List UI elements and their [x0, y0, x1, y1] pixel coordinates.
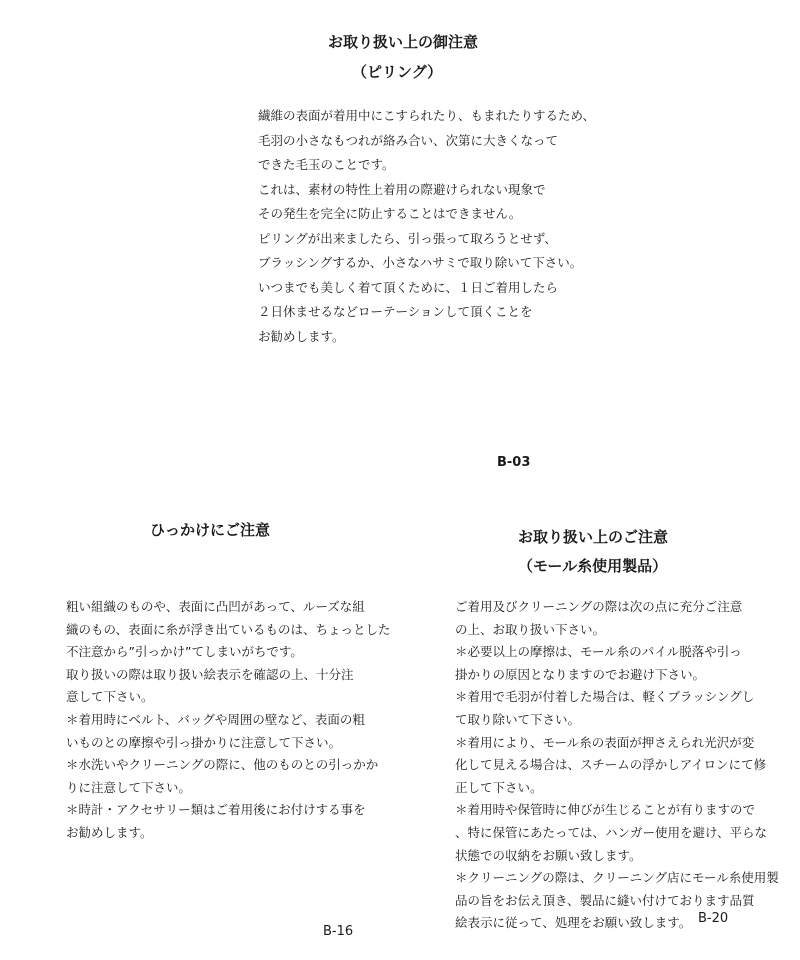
- mole-body: [455, 596, 779, 935]
- text-line: ご着用及びクリーニングの際は次の点に充分ご注意: [455, 599, 743, 614]
- pilling-body: [258, 104, 595, 349]
- text-line: 品の旨をお伝え頂き、製品に縫い付けております品質: [455, 892, 755, 908]
- text-line: りに注意して下さい。: [66, 779, 192, 795]
- text-line: これは、素材の特性上着用の際避けられない現象で: [258, 181, 546, 197]
- text-line: 状態での収納をお願い致します。: [455, 847, 642, 863]
- text-line: 毛羽の小さなもつれが絡み合い、次第に大きくなって: [258, 132, 559, 148]
- text-line: お勧めします。: [66, 824, 153, 840]
- snag-body: [66, 596, 391, 845]
- text-line: お勧めします。: [258, 328, 345, 344]
- text-line: 繊維の表面が着用中にこすられたり、もまれたりするため、: [258, 108, 596, 123]
- mole-subtitle: （モール糸使用製品）: [518, 557, 668, 575]
- text-line: ブラッシングするか、小さなハサミで取り除いて下さい。: [258, 255, 583, 270]
- text-line: ＊水洗いやクリーニングの際に、他のものとの引っかか: [66, 757, 379, 773]
- text-line: ＊着用で毛羽が付着した場合は、軽くブラッシングし: [455, 689, 755, 705]
- text-line: 絵表示に従って、処理をお願い致します。: [455, 915, 692, 931]
- text-line: 掛かりの原因となりますのでお避け下さい。: [455, 666, 706, 682]
- snag-code: B-16: [323, 924, 354, 939]
- text-line: ＊クリーニングの際は、クリーニング店にモール糸使用製: [455, 870, 779, 886]
- text-line: できた毛玉のことです。: [258, 157, 395, 172]
- pilling-code: B-03: [497, 455, 531, 470]
- text-line: ＊必要以上の摩擦は、モール糸のパイル脱落や引っ: [455, 644, 742, 660]
- mole-title: お取り扱い上のご注意: [518, 528, 669, 546]
- text-line: ＊着用時や保管時に伸びが生じることが有りますので: [455, 802, 756, 818]
- text-line: 化して見える場合は、スチームの浮かしアイロンにて修: [455, 757, 767, 773]
- text-line: 不注意から”引っかけ”てしまいがちです。: [66, 644, 303, 660]
- text-line: ピリングが出来ましたら、引っ張って取ろうとせず、: [258, 230, 557, 246]
- text-line: いつまでも美しく着て頂くために、１日ご着用したら: [258, 279, 559, 295]
- text-line: いものとの摩擦や引っ掛かりに注意して下さい。: [66, 734, 342, 750]
- text-line: 粗い組織のものや、表面に凸凹があって、ルーズな組: [66, 599, 365, 614]
- mole-code: B-20: [698, 911, 729, 926]
- text-line: ＊着用時にベルト、バッグや周囲の壁など、表面の粗: [66, 711, 365, 727]
- text-line: ＊時計・アクセサリー類はご着用後にお付けする事を: [66, 802, 366, 818]
- text-line: 、特に保管にあたっては、ハンガー使用を避け、平らな: [455, 824, 768, 840]
- text-line: ２日休ませるなどローテーションして頂くことを: [258, 304, 533, 319]
- pilling-title: お取り扱い上の御注意: [328, 33, 479, 51]
- text-line: 取り扱いの際は取り扱い絵表示を確認の上、十分注: [66, 666, 354, 682]
- pilling-subtitle: （ピリング）: [352, 63, 443, 81]
- text-line: 正して下さい。: [455, 779, 543, 795]
- text-line: 意して下さい。: [66, 689, 154, 705]
- text-line: その発生を完全に防止することはできません。: [258, 206, 522, 221]
- text-line: の上、お取り扱い下さい。: [455, 621, 606, 637]
- text-line: て取り除いて下さい。: [455, 711, 581, 727]
- text-line: 織のもの、表面に糸が浮き出ているものは、ちょっとした: [66, 621, 391, 637]
- snag-title: ひっかけにご注意: [150, 521, 271, 539]
- text-line: ＊着用により、モール糸の表面が押さえられ光沢が変: [455, 734, 755, 750]
